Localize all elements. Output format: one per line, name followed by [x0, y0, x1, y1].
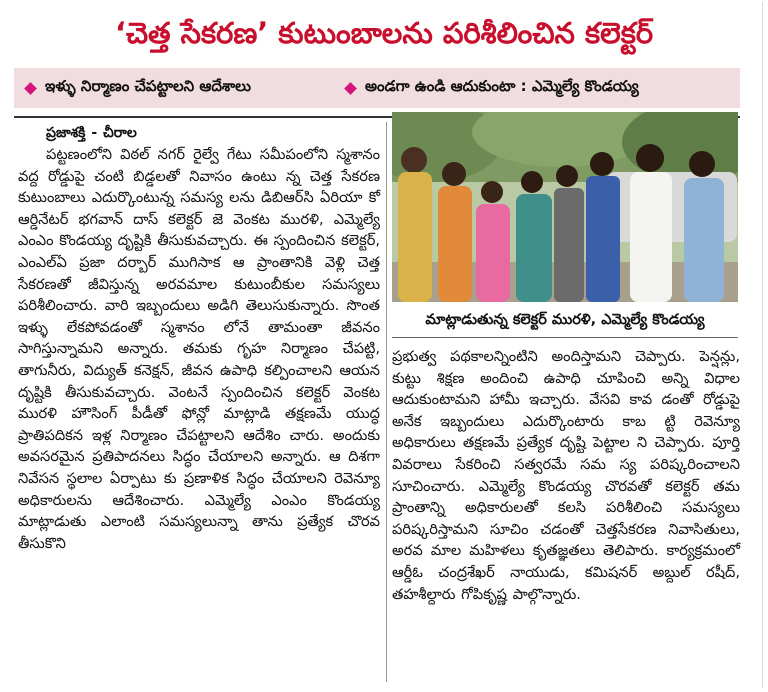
article-paragraph: పట్టణంలోని విఠల్ నగర్ రైల్వే గేటు సమీపంలోని స్మశానం వద్ద రోడ్డుపై చంటి బిడ్డలతో నివాసం ఉంటు న్న చెత్త సేకరణ కుటుంబాలు ఎదుర్కొంటున్న సమస్య లను డిబిఆర్‌సి ఏరియా కో ఆర్డినేటర్ భగవాన్ దాస్ కలెక్టర్ జె వెంకట మురళి, ఎమ్మెల్యే ఎంఎం కొండయ్య దృష్టికి తీసుకువచ్చారు. ఈ స్పందించిన కలెక్టర్, ఎంఎల్ఏ ప్రజా దర్బార్ ముగిసాక ఆ ప్రాంతానికి వెళ్లి చెత్త సేకరణతో జీవిస్తున్న అరవమాల కుటుంబీకుల సమస్యలు పరిశీలించారు. వారి ఇబ్బందులు అడిగి తెలుసుకున్నారు. సొంత ఇళ్ళు లేకపోవడంతో స్మశానం లోనే తామంతా జీవనం సాగిస్తున్నామని అన్నారు. తమకు గృహ నిర్మాణం చేపట్టి, తాగునీరు, విద్యుత్ కనెక్షన్, జీవన ఉపాధి కల్పించాలని ఆయన దృష్టికి తీసుకువచ్చారు. వెంటనే స్పందించిన కలెక్టర్ వెంకట మురళి హౌసింగ్ పీడీతో ఫోన్లో మాట్లాడి తక్షణమే యుద్ధ ప్రాతిపదికన ఇళ్ల నిర్మాణం చేపట్టాలని ఆదేశిం చారు. అందుకు అవసరమైన ప్రతిపాదనలు సిద్ధం చేయాలని అన్నారు. ఆ దిశగా నివేసన స్థలాల ఏర్పాటు కు ప్రణాళిక సిద్ధం చేయాలని రెవెన్యూ అధికారులను ఆదేశించారు. ఎమ్మెల్యే ఎంఎం కొండయ్య మాట్లాడుతు ఎలాంటి సమస్యలున్నా తాను ప్రత్యేక చొరవ తీసుకొని — [18, 146, 380, 552]
article-right-column — [392, 346, 740, 605]
headline: ‘చెత్త సేకరణ’ కుటుంబాలను పరిశీలించిన కలెక్టర్ — [114, 16, 654, 50]
subheadline-1 — [22, 77, 342, 99]
subheadline-bar — [14, 68, 740, 108]
article-paragraph: ప్రభుత్వ పథకాలన్నింటిని అందిస్తామని చెప్పారు. పెన్షన్లు, కుట్టు శిక్షణ అందించి ఉపాధి చూపించి అన్ని విధాల ఆదుకుంటామని హామీ ఇచ్చారు. వేసవి కావ డంతో రోడ్డుపై అనేక ఇబ్బందులు ఎదుర్కొంటారు కాబ ట్టి రెవెన్యూ అధికారులు తక్షణమే ప్రత్యేక దృష్టి పెట్టాల ని చెప్పారు. పూర్తి వివరాలు సేకరించి సత్వరమే సమ స్య పరిష్కరించాలని సూచించారు. ఎమ్మెల్యే కొండయ్య చొరవతో కలెక్టర్ తమ ప్రాంతాన్ని అధికారులతో కలసి పరిశీలించి సమస్యలు పరిష్కరిస్తామని సూచిం చడంతో చెత్తసేకరణ నివాసితులు, అరవ మాల మహిళలు కృతజ్ఞతలు తెలిపారు. కార్యక్రమంలో ఆర్డీఓ చంద్రశేఖర్ నాయుడు, కమిషనర్ అబ్దుల్ రషీద్, తహశీల్దారు గోపికృష్ణ పాల్గొన్నారు. — [392, 348, 740, 603]
diamond-bullet-icon — [24, 82, 37, 95]
subheadline-2 — [342, 77, 732, 99]
diamond-bullet-icon — [344, 82, 357, 95]
subheadline-2-text: అండగా ఉండి ఆదుకుంటా : ఎమ్మెల్యే కొండయ్య — [365, 77, 639, 95]
dateline: ప్రజాశక్తి - చీరాల — [46, 125, 137, 141]
column-divider — [386, 122, 387, 682]
photo-caption: మాట్లాడుతున్న కలెక్టర్ మురళి, ఎమ్మెల్యే కొండయ్య — [392, 302, 738, 338]
news-photo — [392, 112, 738, 302]
subheadline-1-text: ఇళ్ళు నిర్మాణం చేపట్టాలని ఆదేశాలు — [45, 77, 251, 95]
article-left-column — [18, 122, 380, 554]
photo-illustration — [392, 112, 738, 302]
